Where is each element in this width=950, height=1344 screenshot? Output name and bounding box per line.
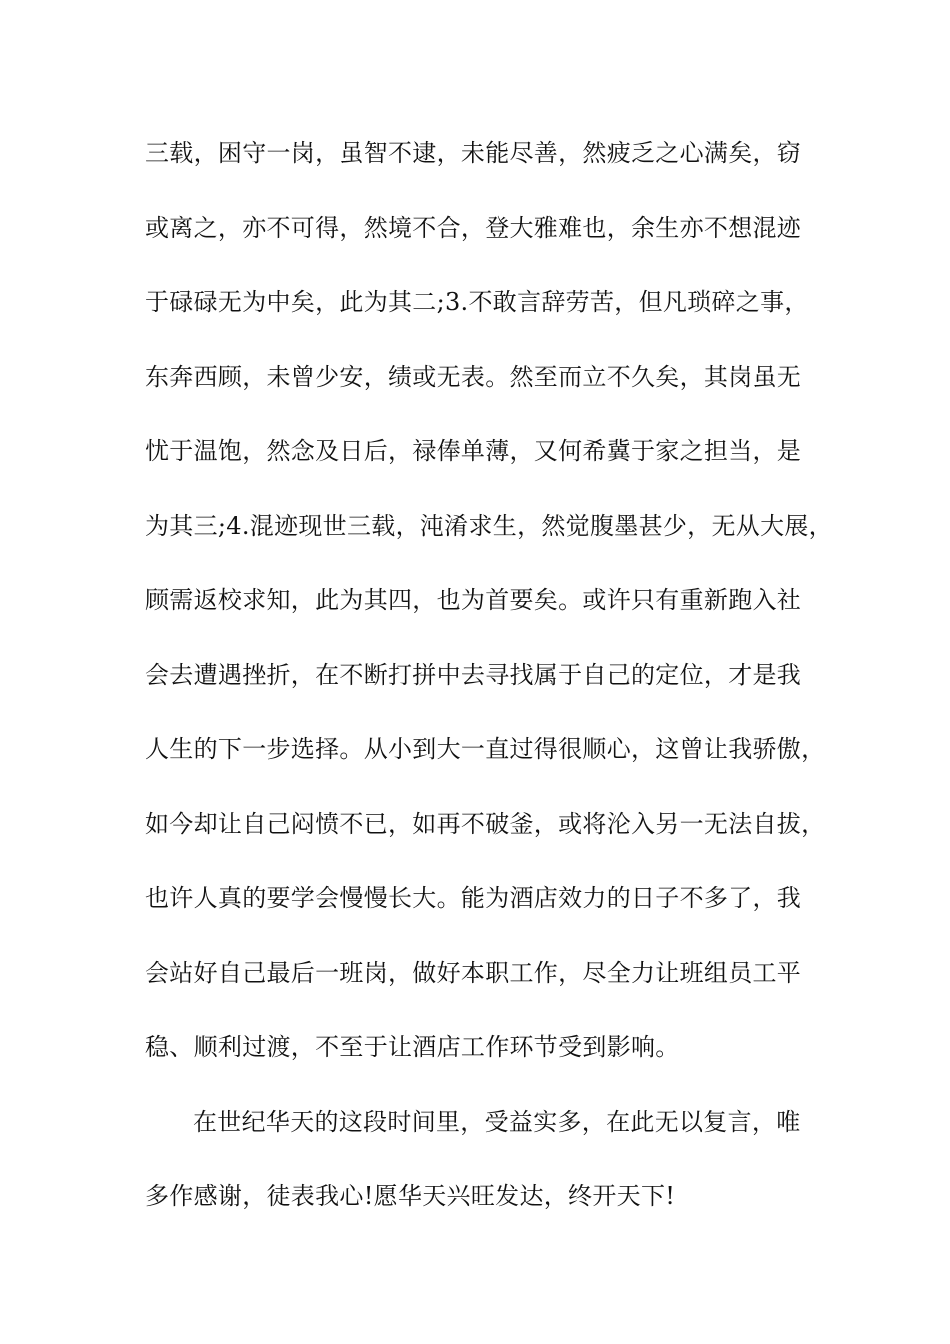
text-line: 人生的下一步选择。从小到大一直过得很顺心，这曾让我骄傲， (145, 735, 826, 763)
text-line: 会去遭遇挫折，在不断打拼中去寻找属于自己的定位，才是我 (145, 660, 802, 689)
body-text (145, 128, 833, 1246)
text-line: 为其三;4.混迹现世三载，沌淆求生，然觉腹墨甚少，无从大展， (145, 511, 833, 540)
text-line: 忧于温饱，然念及日后，禄俸单薄，又何希冀于家之担当，是 (145, 437, 802, 465)
text-line: 稳、顺利过渡，不至于让酒店工作环节受到影响。 (145, 1033, 680, 1061)
text-line: 东奔西顾，未曾少安，绩或无表。然至而立不久矣，其岗虽无 (145, 362, 802, 391)
text-line: 或离之，亦不可得，然境不合，登大雅难也，余生亦不想混迹 (145, 213, 802, 242)
text-line: 三载，困守一岗，虽智不逮，未能尽善，然疲乏之心满矣，窃 (145, 139, 802, 167)
text-line: 于碌碌无为中矣，此为其二;3.不敢言辞劳苦，但凡琐碎之事， (145, 288, 809, 316)
text-line: 会站好自己最后一班岗，做好本职工作，尽全力让班组员工平 (145, 958, 802, 987)
text-line: 顾需返校求知，此为其四，也为首要矣。或许只有重新跑入社 (145, 586, 802, 614)
paragraph-start-line: 在世纪华天的这段时间里，受益实多，在此无以复言，唯 (193, 1107, 801, 1136)
text-line: 也许人真的要学会慢慢长大。能为酒店效力的日子不多了，我 (145, 884, 802, 912)
text-line: 如今却让自己闷愤不已，如再不破釜，或将沦入另一无法自拔， (145, 809, 826, 838)
text-line: 多作感谢，徒表我心!愿华天兴旺发达，终开天下! (145, 1182, 676, 1210)
